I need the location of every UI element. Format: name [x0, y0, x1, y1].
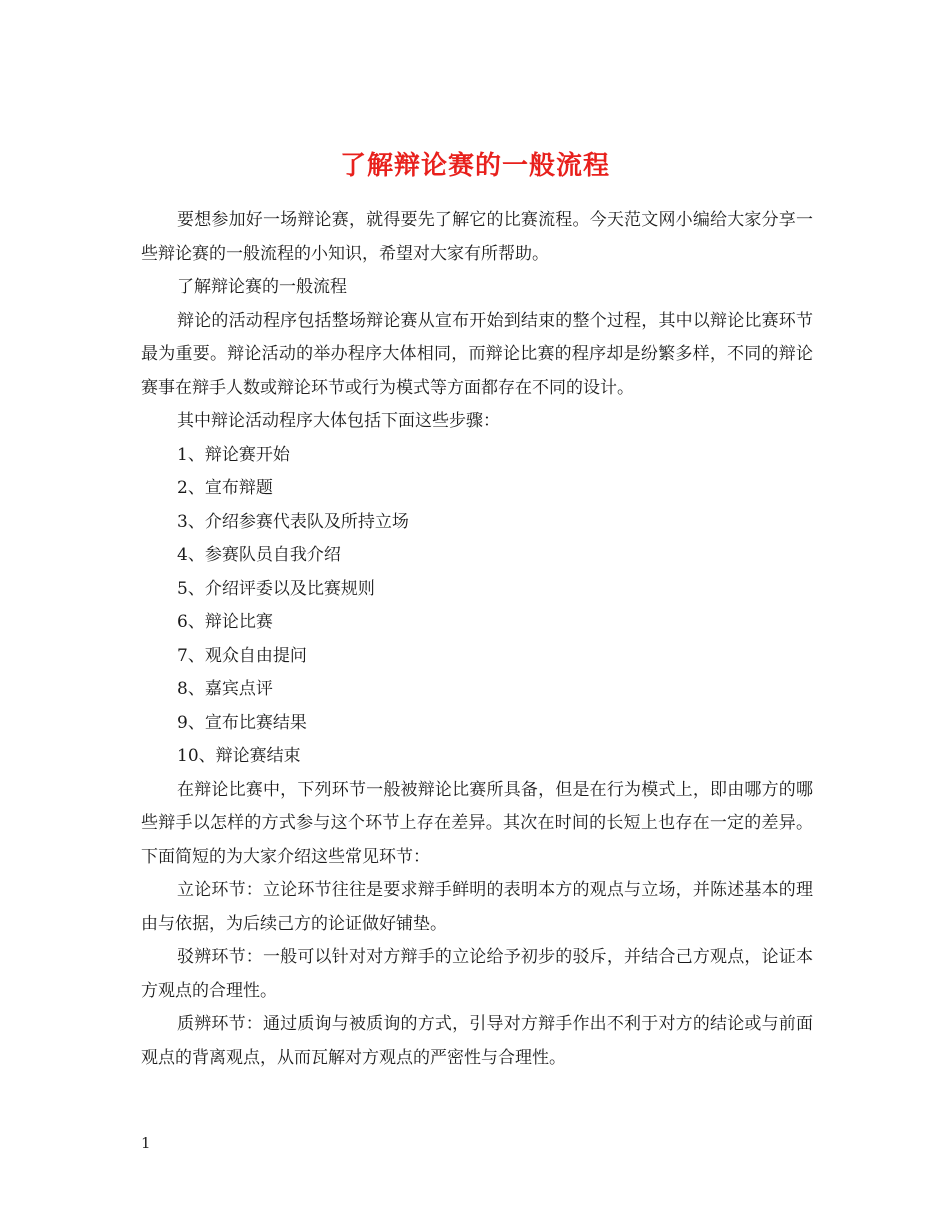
list-item-step-9: 9、宣布比赛结果: [177, 712, 307, 733]
page-number: 1: [141, 1134, 151, 1152]
list-item-step-6: 6、辩论比赛: [177, 612, 273, 632]
list-item-step-2: 2、宣布辩题: [177, 478, 273, 498]
list-item-step-8: 8、嘉宾点评: [177, 679, 273, 699]
paragraph-intro: 要想参加好一场辩论赛，就得要先了解它的比赛流程。今天范文网小编给大家分享一些辩论赛的一般流程的小知识，希望对大家有所帮助。: [141, 210, 813, 264]
paragraph-stages-intro: 在辩论比赛中，下列环节一般被辩论比赛所具备，但是在行为模式上，即由哪方的哪些辩手以怎样的方式参与这个环节上存在差异。其次在时间的长短上也存在一定的差异。下面简短的为大家介绍这些常见环节：: [141, 779, 813, 867]
paragraph-opening-stage: 立论环节：立论环节往往是要求辩手鲜明的表明本方的观点与立场，并陈述基本的理由与依据，为后续己方的论证做好铺垫。: [141, 880, 813, 934]
list-item-step-1: 1、辩论赛开始: [177, 444, 290, 465]
list-item-step-4: 4、参赛队员自我介绍: [177, 545, 341, 565]
paragraph-subtitle: 了解辩论赛的一般流程: [177, 277, 347, 297]
list-item-step-10: 10、辩论赛结束: [177, 746, 301, 766]
document-title: 了解辩论赛的一般流程: [339, 151, 610, 182]
paragraph-overview: 辩论的活动程序包括整场辩论赛从宣布开始到结束的整个过程，其中以辩论比赛环节最为重要。辩论活动的举办程序大体相同，而辩论比赛的程序却是纷繁多样，不同的辩论赛事在辩手人数或辩论环节或行为模式等方面都存在不同的设计。: [141, 310, 813, 398]
list-item-step-5: 5、介绍评委以及比赛规则: [177, 578, 375, 599]
paragraph-steps-intro: 其中辩论活动程序大体包括下面这些步骤：: [177, 411, 500, 431]
document-body: [141, 204, 813, 1075]
list-item-step-7: 7、观众自由提问: [177, 645, 307, 666]
list-item-step-3: 3、介绍参赛代表队及所持立场: [177, 511, 409, 532]
paragraph-cross-exam-stage: 质辨环节：通过质询与被质询的方式，引导对方辩手作出不利于对方的结论或与前面观点的背离观点，从而瓦解对方观点的严密性与合理性。: [141, 1014, 813, 1068]
paragraph-rebuttal-stage: 驳辨环节：一般可以针对对方辩手的立论给予初步的驳斥，并结合己方观点，论证本方观点的合理性。: [141, 947, 813, 1001]
